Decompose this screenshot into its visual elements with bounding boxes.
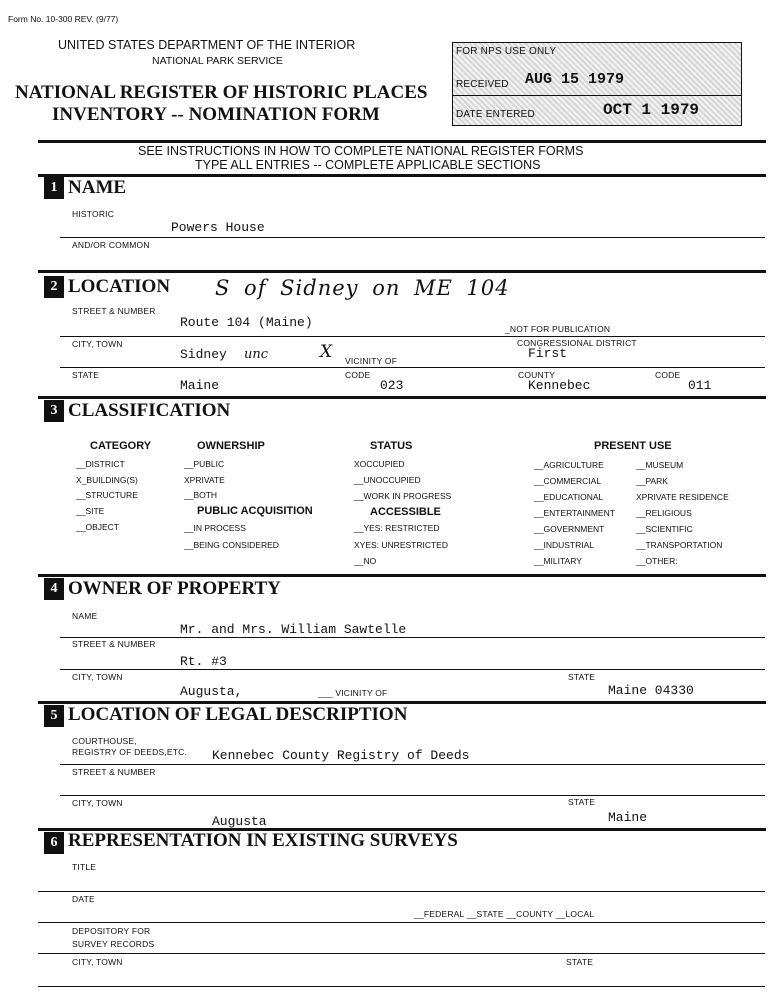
not-for-publication: _NOT FOR PUBLICATION bbox=[505, 324, 611, 334]
received-stamp: AUG 15 1979 bbox=[525, 71, 625, 88]
legal-state-label: STATE bbox=[568, 797, 596, 807]
code-label: CODE bbox=[345, 370, 371, 380]
street-label: STREET & NUMBER bbox=[72, 306, 156, 316]
field-rule bbox=[38, 891, 765, 892]
acquisition-being-considered: __BEING CONSIDERED bbox=[184, 540, 279, 550]
section-title: NAME bbox=[68, 177, 127, 198]
category-building: X_BUILDING(S) bbox=[76, 475, 138, 485]
city-label: CITY, TOWN bbox=[72, 339, 123, 349]
received-label: RECEIVED bbox=[456, 79, 509, 90]
section-rule bbox=[38, 396, 766, 399]
registry-label: REGISTRY OF DEEDS,ETC. bbox=[72, 747, 188, 757]
use-other: __OTHER: bbox=[636, 556, 678, 566]
vicinity-check: X bbox=[320, 342, 333, 362]
depository-label-1: DEPOSITORY FOR bbox=[72, 926, 151, 936]
department-name: UNITED STATES DEPARTMENT OF THE INTERIOR bbox=[58, 38, 356, 52]
accessible-no: __NO bbox=[354, 556, 377, 566]
nps-use-box bbox=[452, 42, 742, 126]
section-rule bbox=[38, 174, 766, 177]
use-military: __MILITARY bbox=[534, 556, 582, 566]
congressional-value: First bbox=[528, 346, 568, 361]
ownership-public: __PUBLIC bbox=[184, 459, 225, 469]
courthouse-label: COURTHOUSE, bbox=[72, 736, 137, 746]
ownership-private: XPRIVATE bbox=[184, 475, 225, 485]
use-agriculture: __AGRICULTURE bbox=[534, 460, 604, 470]
ownership-both: __BOTH bbox=[184, 490, 218, 500]
section-title: LOCATION OF LEGAL DESCRIPTION bbox=[68, 704, 408, 725]
use-private-residence: XPRIVATE RESIDENCE bbox=[636, 492, 729, 502]
county-label: COUNTY bbox=[518, 370, 556, 380]
section-title: OWNER OF PROPERTY bbox=[68, 578, 281, 599]
category-district: __DISTRICT bbox=[76, 459, 125, 469]
city-value: Sidney bbox=[180, 347, 227, 362]
section-number: 2 bbox=[44, 276, 64, 298]
accessible-unrestricted: XYES: UNRESTRICTED bbox=[354, 540, 448, 550]
legal-city-value: Augusta bbox=[212, 814, 267, 829]
street-value: Route 104 (Maine) bbox=[180, 315, 313, 330]
form-title-line1: NATIONAL REGISTER OF HISTORIC PLACES bbox=[15, 82, 428, 103]
owner-street-value: Rt. #3 bbox=[180, 654, 227, 669]
code-value: 023 bbox=[380, 378, 404, 393]
use-religious: __RELIGIOUS bbox=[636, 508, 692, 518]
category-structure: __STRUCTURE bbox=[76, 490, 138, 500]
state-label: STATE bbox=[72, 370, 100, 380]
handwritten-location-note: S of Sidney on ME 104 bbox=[215, 276, 510, 300]
vicinity-label: VICINITY OF bbox=[345, 356, 398, 366]
use-park: __PARK bbox=[636, 476, 668, 486]
owner-state-label: STATE bbox=[568, 672, 596, 682]
state-value: Maine bbox=[180, 378, 220, 393]
survey-title-label: TITLE bbox=[72, 862, 97, 872]
section-title: CLASSIFICATION bbox=[68, 400, 231, 421]
field-rule bbox=[60, 795, 765, 796]
owner-name-value: Mr. and Mrs. William Sawtelle bbox=[180, 622, 407, 637]
use-transportation: __TRANSPORTATION bbox=[636, 540, 723, 550]
field-rule bbox=[60, 367, 765, 368]
section-rule bbox=[38, 574, 766, 577]
accessible-heading: ACCESSIBLE bbox=[370, 506, 441, 518]
legal-state-value: Maine bbox=[608, 810, 648, 825]
status-unoccupied: __UNOCCUPIED bbox=[354, 475, 421, 485]
acquisition-in-process: __IN PROCESS bbox=[184, 523, 246, 533]
field-rule bbox=[60, 336, 765, 337]
owner-city-label: CITY, TOWN bbox=[72, 672, 123, 682]
service-name: NATIONAL PARK SERVICE bbox=[152, 55, 283, 67]
field-rule bbox=[38, 986, 765, 987]
section-title: LOCATION bbox=[68, 276, 171, 297]
section-number: 5 bbox=[44, 705, 64, 727]
section-number: 1 bbox=[44, 177, 64, 199]
courthouse-value: Kennebec County Registry of Deeds bbox=[212, 748, 470, 763]
form-title-line2: INVENTORY -- NOMINATION FORM bbox=[52, 104, 380, 125]
depository-label-2: SURVEY RECORDS bbox=[72, 939, 155, 949]
date-entered-label: DATE ENTERED bbox=[456, 109, 535, 120]
field-rule bbox=[38, 953, 765, 954]
instructions-line1: SEE INSTRUCTIONS IN HOW TO COMPLETE NATIONAL REGISTER FORMS bbox=[138, 144, 584, 158]
use-entertainment: __ENTERTAINMENT bbox=[534, 508, 615, 518]
present-use-heading: PRESENT USE bbox=[594, 440, 672, 452]
use-commercial: __COMMERCIAL bbox=[534, 476, 602, 486]
field-rule bbox=[60, 669, 765, 670]
date-entered-stamp: OCT 1 1979 bbox=[603, 101, 700, 119]
nps-use-label: FOR NPS USE ONLY bbox=[456, 46, 557, 57]
status-work-in-progress: __WORK IN PROGRESS bbox=[354, 491, 452, 501]
acquisition-heading: PUBLIC ACQUISITION bbox=[197, 505, 313, 517]
county-code-label: CODE bbox=[655, 370, 681, 380]
survey-city-label: CITY, TOWN bbox=[72, 957, 123, 967]
use-industrial: __INDUSTRIAL bbox=[534, 540, 594, 550]
use-scientific: __SCIENTIFIC bbox=[636, 524, 693, 534]
section-number: 3 bbox=[44, 400, 64, 422]
use-government: __GOVERNMENT bbox=[534, 524, 605, 534]
owner-state-value: Maine 04330 bbox=[608, 683, 694, 698]
common-name-label: AND/OR COMMON bbox=[72, 240, 150, 250]
use-educational: __EDUCATIONAL bbox=[534, 492, 604, 502]
status-occupied: XOCCUPIED bbox=[354, 459, 405, 469]
status-heading: STATUS bbox=[370, 440, 413, 452]
category-heading: CATEGORY bbox=[90, 440, 152, 452]
field-rule bbox=[60, 237, 765, 238]
header-rule bbox=[38, 140, 766, 143]
city-handwritten: unc bbox=[244, 347, 269, 362]
field-rule bbox=[38, 922, 765, 923]
survey-state-label: STATE bbox=[566, 957, 594, 967]
historic-label: HISTORIC bbox=[72, 209, 115, 219]
category-object: __OBJECT bbox=[76, 522, 119, 532]
legal-street-label: STREET & NUMBER bbox=[72, 767, 156, 777]
owner-vicinity-label: ___ VICINITY OF bbox=[318, 688, 388, 698]
county-code-value: 011 bbox=[688, 378, 712, 393]
historic-name-value: Powers House bbox=[171, 220, 265, 235]
use-museum: __MUSEUM bbox=[636, 460, 684, 470]
category-site: __SITE bbox=[76, 506, 105, 516]
section-title: REPRESENTATION IN EXISTING SURVEYS bbox=[68, 830, 458, 851]
congressional-label: CONGRESSIONAL DISTRICT bbox=[517, 338, 637, 348]
owner-city-value: Augusta, bbox=[180, 684, 243, 699]
section-number: 6 bbox=[44, 832, 64, 854]
survey-levels: __FEDERAL __STATE __COUNTY __LOCAL bbox=[414, 909, 595, 919]
form-number: Form No. 10-300 REV. (9/77) bbox=[8, 14, 119, 24]
county-value: Kennebec bbox=[528, 378, 591, 393]
section-number: 4 bbox=[44, 578, 64, 600]
survey-date-label: DATE bbox=[72, 894, 95, 904]
accessible-restricted: __YES: RESTRICTED bbox=[354, 523, 440, 533]
owner-name-label: NAME bbox=[72, 611, 98, 621]
section-rule bbox=[38, 270, 766, 273]
owner-street-label: STREET & NUMBER bbox=[72, 639, 156, 649]
legal-city-label: CITY, TOWN bbox=[72, 798, 123, 808]
instructions-line2: TYPE ALL ENTRIES -- COMPLETE APPLICABLE SECTIONS bbox=[195, 158, 541, 172]
field-rule bbox=[60, 764, 765, 765]
ownership-heading: OWNERSHIP bbox=[197, 440, 265, 452]
field-rule bbox=[60, 637, 765, 638]
